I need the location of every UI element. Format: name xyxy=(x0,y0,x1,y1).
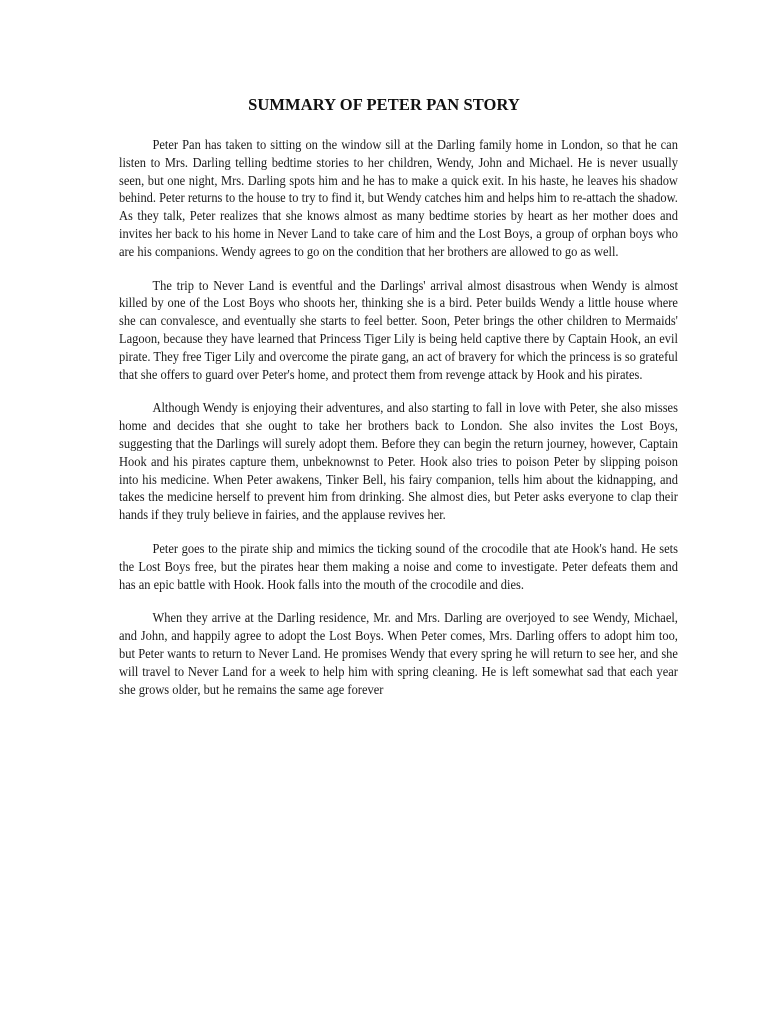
paragraph-4: Peter goes to the pirate ship and mimics the ticking sound of the crocodile that ate Hook's hand. He sets the Lost Boys free, but the pirates hear them making a noise and come to investigate. Peter defeats them and has an epic battle with Hook. Hook falls into the mouth of the crocodile and dies. xyxy=(119,540,678,592)
paragraph-5: When they arrive at the Darling residence, Mr. and Mrs. Darling are overjoyed to see Wendy, Michael, and John, and happily agree to adopt the Lost Boys. When Peter comes, Mrs. Darling offers to adopt him too, but Peter wants to return to Never Land. He promises Wendy that every spring he will return to see her, and she will travel to Never Land for a week to help him with spring cleaning. He is left somewhat sad that each year she grows older, but he remains the same age forever xyxy=(119,610,678,697)
document-title: SUMMARY OF PETER PAN STORY xyxy=(248,95,520,114)
document-body xyxy=(119,136,678,714)
paragraph-2: The trip to Never Land is eventful and the Darlings' arrival almost disastrous when Wendy is almost killed by one of the Lost Boys who shoots her, thinking she is a bird. Peter builds Wendy a little house where she can convalesce, and eventually she starts to feel better. Soon, Peter brings the other children to Mermaids' Lagoon, because they have learned that Princess Tiger Lily is being held captive there by Captain Hook, an evil pirate. They free Tiger Lily and overcome the pirate gang, an act of bravery for which the princess is so grateful that she offers to guard over Peter's home, and protect them from revenge attack by Hook and his pirates. xyxy=(119,277,678,382)
paragraph-1: Peter Pan has taken to sitting on the window sill at the Darling family home in London, so that he can listen to Mrs. Darling telling bedtime stories to her children, Wendy, John and Michael. He is never usually seen, but one night, Mrs. Darling spots him and he has to make a quick exit. In his haste, he leaves his shadow behind. Peter returns to the house to try to find it, but Wendy catches him and helps him to re-attach the shadow. As they talk, Peter realizes that she knows almost as many bedtime stories by heart as her mother does and invites her back to his home in Never Land to take care of him and the Lost Boys, a group of orphan boys who are his companions. Wendy agrees to go on the condition that her brothers are allowed to go as well. xyxy=(119,137,678,259)
paragraph-3: Although Wendy is enjoying their adventures, and also starting to fall in love with Peter, she also misses home and decides that she ought to take her brothers back to London. She also invites the Lost Boys, suggesting that the Darlings will surely adopt them. Before they can begin the return journey, however, Captain Hook and his pirates capture them, unbeknownst to Peter. Hook also tries to poison Peter by slipping poison into his medicine. When Peter awakens, Tinker Bell, his fairy companion, tells him about the kidnapping, and takes the medicine herself to prevent him from drinking. She almost dies, but Peter asks everyone to clap their hands if they truly believe in fairies, and the applause revives her. xyxy=(119,400,678,523)
